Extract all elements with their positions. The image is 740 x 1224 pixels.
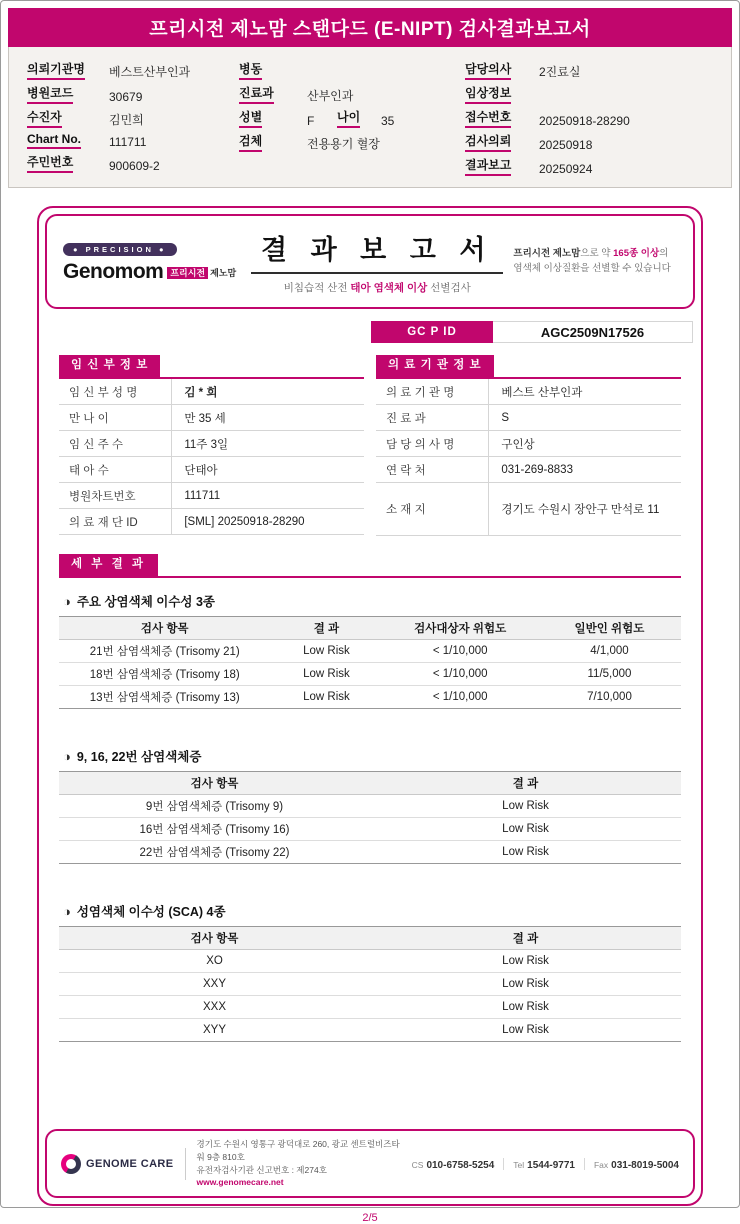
test-name-cell: 16번 삼염색체증 (Trisomy 16) bbox=[59, 818, 370, 841]
field-label-cell bbox=[465, 156, 539, 176]
mother-info-table bbox=[59, 379, 364, 536]
field-label: 임상정보 bbox=[465, 84, 511, 104]
table-row bbox=[376, 483, 681, 536]
info-row bbox=[239, 108, 465, 128]
subtitle-post: 선별검사 bbox=[427, 282, 471, 294]
table-row bbox=[59, 431, 364, 457]
table-row bbox=[59, 509, 364, 535]
result-cell: Low Risk bbox=[370, 973, 681, 996]
field-label: 결과보고 bbox=[465, 156, 511, 176]
field-label: 병원코드 bbox=[27, 84, 73, 104]
report-title: 프리시전 제노맘 스탠다드 (E-NIPT) 검사결과보고서 bbox=[149, 19, 591, 40]
table-row bbox=[376, 405, 681, 431]
test-name-cell: XXY bbox=[59, 973, 370, 996]
main-trisomy-table bbox=[59, 616, 681, 709]
result-document bbox=[37, 206, 703, 1206]
population-risk-cell: 7/10,000 bbox=[538, 686, 681, 709]
clinic-info-section bbox=[376, 355, 681, 536]
row-label: 병원차트번호 bbox=[59, 483, 172, 509]
field-value: 산부인과 bbox=[307, 89, 354, 103]
genomom-logo bbox=[63, 239, 241, 284]
field-value: 111711 bbox=[109, 135, 147, 149]
sca-table bbox=[59, 926, 681, 1042]
contact-label: Fax bbox=[593, 1159, 609, 1170]
row-value: 11주 3일 bbox=[172, 431, 364, 457]
trisomy-9-16-22-table bbox=[59, 771, 681, 864]
table-header-row bbox=[59, 927, 681, 950]
table-row bbox=[59, 640, 681, 663]
info-row bbox=[465, 84, 713, 104]
gc-pid-label: GC P ID bbox=[371, 321, 493, 343]
col-header-test-item: 검사 항목 bbox=[59, 617, 270, 640]
field-value: F bbox=[307, 114, 315, 128]
col-header-test-item: 검사 항목 bbox=[59, 927, 370, 950]
test-name-cell: 21번 삼염색체증 (Trisomy 21) bbox=[59, 640, 270, 663]
document-subtitle bbox=[251, 280, 503, 295]
field-value: 베스트산부인과 bbox=[109, 65, 191, 79]
genomecare-logo-text: GENOME CARE bbox=[86, 1157, 174, 1170]
info-row bbox=[465, 156, 713, 176]
contact-value: 1544-9771 bbox=[527, 1159, 575, 1171]
info-columns bbox=[59, 355, 681, 536]
request-info-panel bbox=[8, 47, 732, 188]
patient-risk-cell: < 1/10,000 bbox=[382, 686, 538, 709]
test-name-cell: XO bbox=[59, 950, 370, 973]
row-label: 임 신 주 수 bbox=[59, 431, 172, 457]
row-value: 111711 bbox=[172, 483, 364, 509]
row-value: 구인상 bbox=[489, 431, 681, 457]
genomecare-logo-icon bbox=[61, 1154, 81, 1174]
contact-divider bbox=[584, 1158, 585, 1170]
section-title-text: 성염색체 이수성 (SCA) 4종 bbox=[76, 905, 226, 920]
field-value: 35 bbox=[381, 114, 395, 128]
table-row bbox=[376, 457, 681, 483]
col-header-test-item: 검사 항목 bbox=[59, 772, 370, 795]
brand-kr-genomom: 제노맘 bbox=[210, 268, 237, 278]
info-row bbox=[27, 84, 239, 104]
info-row bbox=[465, 60, 713, 80]
request-info-col3 bbox=[465, 56, 713, 176]
table-row bbox=[376, 431, 681, 457]
contact-label: CS bbox=[411, 1159, 424, 1170]
field-value: 30679 bbox=[109, 90, 143, 104]
field-label-cell bbox=[465, 108, 539, 128]
field-label-cell bbox=[27, 84, 109, 104]
gc-pid-strip bbox=[371, 321, 693, 343]
document-title-block bbox=[251, 228, 503, 295]
table-row bbox=[59, 663, 681, 686]
table-row bbox=[59, 483, 364, 509]
field-value: 김민희 bbox=[109, 113, 144, 127]
tagline-post: 의 bbox=[659, 247, 669, 259]
row-value: 만 35 세 bbox=[172, 405, 364, 431]
footer-address-block bbox=[197, 1138, 401, 1189]
row-label: 의 료 기 관 명 bbox=[376, 379, 489, 405]
row-label: 소 재 지 bbox=[376, 483, 489, 536]
table-row bbox=[59, 818, 681, 841]
brand-line bbox=[63, 260, 241, 284]
result-cell: Low Risk bbox=[370, 1019, 681, 1042]
page-number: 2/5 bbox=[362, 1212, 378, 1224]
field-label-cell bbox=[239, 84, 307, 104]
website-link: www.genomecare.net bbox=[196, 1177, 284, 1188]
request-info-col1 bbox=[27, 56, 239, 176]
contact-tel bbox=[513, 1155, 575, 1173]
contact-value: 031-8019-5004 bbox=[611, 1159, 679, 1171]
field-label: 진료과 bbox=[239, 84, 274, 104]
brand-name: Genomom bbox=[63, 260, 164, 283]
contact-label: Tel bbox=[513, 1159, 525, 1170]
info-row bbox=[465, 132, 713, 152]
test-name-cell: 9번 삼염색체증 (Trisomy 9) bbox=[59, 795, 370, 818]
info-row bbox=[239, 60, 465, 80]
field-value: 20250918-28290 bbox=[539, 114, 630, 128]
document-header bbox=[45, 214, 695, 309]
test-name-cell: 13번 삼염색체증 (Trisomy 13) bbox=[59, 686, 270, 709]
row-label: 태 아 수 bbox=[59, 457, 172, 483]
section-title-main-trisomy bbox=[63, 592, 677, 610]
field-label: 주민번호 bbox=[27, 153, 73, 173]
field-label: 의뢰기관명 bbox=[27, 60, 85, 80]
population-risk-cell: 4/1,000 bbox=[538, 640, 681, 663]
field-value: 2진료실 bbox=[539, 65, 581, 79]
field-value: 900609-2 bbox=[109, 159, 160, 173]
population-risk-cell: 11/5,000 bbox=[538, 663, 681, 686]
field-label-cell bbox=[27, 108, 109, 128]
contact-fax bbox=[594, 1155, 679, 1173]
contact-cs bbox=[412, 1155, 495, 1173]
table-header-row bbox=[59, 772, 681, 795]
address-line2: 유전자검사기관 신고번호 : 제274호 bbox=[196, 1164, 327, 1175]
test-name-cell: 18번 삼염색체증 (Trisomy 18) bbox=[59, 663, 270, 686]
table-row bbox=[59, 841, 681, 864]
tagline-brand: 프리시전 제노맘 bbox=[513, 247, 581, 259]
row-value: 베스트 산부인과 bbox=[489, 379, 681, 405]
row-label: 담 당 의 사 명 bbox=[376, 431, 489, 457]
info-row bbox=[27, 60, 239, 80]
patient-risk-cell: < 1/10,000 bbox=[382, 640, 538, 663]
table-row bbox=[59, 686, 681, 709]
footer-contacts bbox=[412, 1155, 679, 1173]
row-value: 단태아 bbox=[172, 457, 364, 483]
request-info-col2 bbox=[239, 56, 465, 176]
detail-results-header-line bbox=[59, 554, 681, 578]
table-row bbox=[59, 996, 681, 1019]
tagline-highlight: 165종 이상 bbox=[613, 247, 660, 259]
half-circle-icon: ◑ bbox=[63, 748, 71, 764]
table-header-row bbox=[59, 617, 681, 640]
section-title-text: 9, 16, 22번 삼염색체증 bbox=[76, 750, 202, 765]
info-row bbox=[239, 132, 465, 152]
result-cell: Low Risk bbox=[270, 663, 382, 686]
test-name-cell: XYY bbox=[59, 1019, 370, 1042]
col-header-result: 결 과 bbox=[270, 617, 382, 640]
table-row bbox=[59, 795, 681, 818]
field-label-cell bbox=[27, 60, 109, 80]
row-value: 경기도 수원시 장안구 만석로 11 bbox=[489, 483, 681, 536]
tagline-mid: 으로 약 bbox=[580, 247, 614, 259]
field-value: 전용용기 혈장 bbox=[307, 137, 380, 151]
test-name-cell: 22번 삼염색체증 (Trisomy 22) bbox=[59, 841, 370, 864]
col-header-population-risk: 일반인 위험도 bbox=[538, 617, 681, 640]
row-label: 진 료 과 bbox=[376, 405, 489, 431]
clinic-info-table bbox=[376, 379, 681, 537]
footer-divider bbox=[185, 1148, 186, 1180]
field-label: 성별 bbox=[239, 108, 262, 128]
col-header-result: 결 과 bbox=[370, 927, 681, 950]
section-title-sca bbox=[63, 902, 677, 920]
subtitle-pre: 비침습적 산전 bbox=[283, 282, 351, 294]
field-label-cell bbox=[27, 132, 109, 149]
test-name-cell: XXX bbox=[59, 996, 370, 1019]
genomecare-logo bbox=[61, 1154, 174, 1174]
info-row bbox=[239, 84, 465, 104]
patient-risk-cell: < 1/10,000 bbox=[382, 663, 538, 686]
field-label-cell bbox=[337, 108, 381, 128]
info-row bbox=[465, 108, 713, 128]
half-circle-icon: ◑ bbox=[63, 593, 71, 609]
col-header-patient-risk: 검사대상자 위험도 bbox=[382, 617, 538, 640]
section-title-trisomy-9-16-22 bbox=[63, 747, 677, 765]
result-cell: Low Risk bbox=[370, 841, 681, 864]
row-value: 031-269-8833 bbox=[489, 457, 681, 483]
result-cell: Low Risk bbox=[370, 996, 681, 1019]
result-cell: Low Risk bbox=[270, 686, 382, 709]
row-label: 만 나 이 bbox=[59, 405, 172, 431]
field-label: 접수번호 bbox=[465, 108, 511, 128]
field-value: 20250918 bbox=[539, 138, 593, 152]
field-label-cell bbox=[27, 153, 109, 173]
info-row bbox=[27, 132, 239, 149]
precision-badge: ● PRECISION ● bbox=[63, 243, 177, 256]
col-header-result: 결 과 bbox=[370, 772, 681, 795]
gc-pid-value: AGC2509N17526 bbox=[493, 321, 693, 343]
row-value: [SML] 20250918-28290 bbox=[172, 509, 364, 535]
detail-results-header: 세 부 결 과 bbox=[59, 554, 158, 576]
row-value: S bbox=[489, 405, 681, 431]
row-value: 김 * 희 bbox=[172, 379, 364, 405]
field-label-cell bbox=[465, 60, 539, 80]
half-circle-icon: ◑ bbox=[63, 903, 71, 919]
table-row bbox=[59, 457, 364, 483]
section-title-text: 주요 상염색체 이수성 3종 bbox=[76, 595, 215, 610]
field-label-cell bbox=[465, 132, 539, 152]
contact-divider bbox=[503, 1158, 504, 1170]
contact-value: 010-6758-5254 bbox=[426, 1159, 495, 1171]
address-line1: 경기도 수원시 영통구 광덕대로 260, 광교 센트럴비즈타워 9층 810호 bbox=[196, 1139, 400, 1162]
info-row bbox=[27, 153, 239, 173]
result-cell: Low Risk bbox=[370, 950, 681, 973]
mother-info-header: 임 신 부 정 보 bbox=[59, 355, 160, 377]
field-label-cell bbox=[465, 84, 539, 104]
clinic-info-header-line bbox=[376, 355, 681, 379]
row-label: 연 락 처 bbox=[376, 457, 489, 483]
result-cell: Low Risk bbox=[370, 818, 681, 841]
field-value: 20250924 bbox=[539, 162, 593, 176]
field-label: 나이 bbox=[337, 108, 360, 128]
field-label: 담당의사 bbox=[465, 60, 511, 80]
field-label-cell bbox=[239, 132, 307, 152]
field-label: 검체 bbox=[239, 132, 262, 152]
table-row bbox=[59, 1019, 681, 1042]
marketing-tagline bbox=[513, 247, 685, 276]
mother-info-header-line bbox=[59, 355, 364, 379]
mother-info-section bbox=[59, 355, 364, 536]
field-label: Chart No. bbox=[27, 132, 81, 149]
tagline-line2: 염색체 이상질환을 선별할 수 있습니다 bbox=[513, 262, 671, 274]
result-cell: Low Risk bbox=[270, 640, 382, 663]
field-label: 검사의뢰 bbox=[465, 132, 511, 152]
document-title: 결 과 보 고 서 bbox=[251, 228, 503, 274]
table-row bbox=[59, 379, 364, 405]
clinic-info-header: 의 료 기 관 정 보 bbox=[376, 355, 494, 377]
brand-kr-precision: 프리시전 bbox=[167, 267, 208, 279]
field-label: 병동 bbox=[239, 60, 262, 80]
table-row bbox=[59, 973, 681, 996]
info-row bbox=[27, 108, 239, 128]
report-header-banner bbox=[8, 8, 732, 47]
field-label-cell bbox=[239, 60, 307, 80]
table-row bbox=[376, 379, 681, 405]
field-label: 수진자 bbox=[27, 108, 62, 128]
row-label: 의 료 재 단 ID bbox=[59, 509, 172, 535]
row-label: 임 신 부 성 명 bbox=[59, 379, 172, 405]
document-footer bbox=[45, 1129, 695, 1198]
result-cell: Low Risk bbox=[370, 795, 681, 818]
table-row bbox=[59, 950, 681, 973]
table-row bbox=[59, 405, 364, 431]
field-label-cell bbox=[239, 108, 307, 128]
subtitle-em: 태아 염색체 이상 bbox=[350, 282, 428, 294]
